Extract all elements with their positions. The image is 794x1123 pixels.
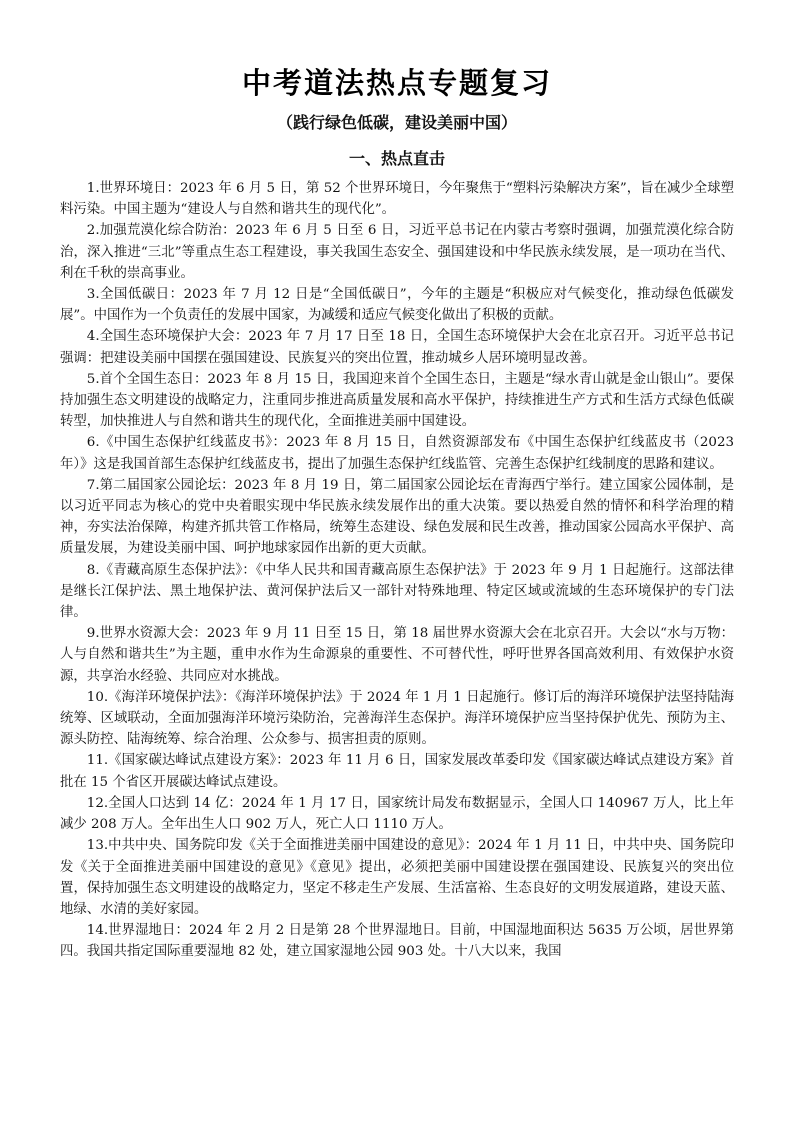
- document-subtitle: （践行绿色低碳，建设美丽中国）: [276, 113, 517, 132]
- hotspot-item-4: 4.全国生态环境保护大会：2023 年 7 月 17 日至 18 日，全国生态环境保护大会在北京召开。习近平总书记强调：把建设美丽中国摆在强国建设、民族复兴的突出位置，推动城乡人居环境明显改善。: [60, 329, 734, 366]
- hotspot-item-8: 8.《青藏高原生态保护法》：《中华人民共和国青藏高原生态保护法》于 2023 年 9 月 1 日起施行。这部法律是继长江保护法、黑土地保护法、黄河保护法后又一部针对特殊地理、特定区域或流域的生态环境保护的专门法律。: [60, 562, 734, 621]
- section-heading: 一、热点直击: [348, 149, 445, 168]
- hotspot-item-12: 12.全国人口达到 14 亿：2024 年 1 月 17 日，国家统计局发布数据显示，全国人口 140967 万人，比上年减少 208 万人。全年出生人口 902 万人，死亡人口 1110 万人。: [60, 795, 734, 833]
- hotspot-item-10: 10.《海洋环境保护法》：《海洋环境保护法》于 2024 年 1 月 1 日起施行。修订后的海洋环境保护法坚持陆海统筹、区域联动，全面加强海洋环境污染防治，完善海洋生态保护。海洋环境保护应当坚持保护优先、预防为主、源头防控、陆海统筹、综合治理、公众参与、损害担责的原则。: [60, 689, 734, 748]
- hotspot-item-7: 7.第二届国家公园论坛：2023 年 8 月 19 日，第二届国家公园论坛在青海西宁举行。建立国家公园体制，是以习近平同志为核心的党中央着眼实现中华民族永续发展作出的重大决策。要以热爱自然的情怀和科学治理的精神，夯实法治保障，构建齐抓共管工作格局，统筹生态建设、绿色发展和民生改善，推动国家公园高水平保护、高质量发展，为建设美丽中国、呵护地球家园作出新的更大贡献。: [60, 477, 734, 557]
- hotspot-item-11: 11.《国家碳达峰试点建设方案》：2023 年 11 月 6 日，国家发展改革委印发《国家碳达峰试点建设方案》首批在 15 个省区开展碳达峰试点建设。: [60, 753, 734, 790]
- hotspot-item-2: 2.加强荒漠化综合防治：2023 年 6 月 5 日至 6 日，习近平总书记在内蒙古考察时强调，加强荒漠化综合防治，深入推进“三北”等重点生态工程建设，事关我国生态安全、强国建设和中华民族永续发展，是一项功在当代、利在千秋的崇高事业。: [60, 223, 734, 281]
- hotspot-item-9: 9.世界水资源大会：2023 年 9 月 11 日至 15 日，第 18 届世界水资源大会在北京召开。大会以“水与万物：人与自然和谐共生”为主题，重申水作为生命源泉的重要性、不可替代性，呼吁世界各国高效利用、有效保护水资源，共享治水经验、共同应对水挑战。: [60, 626, 734, 684]
- hotspot-item-1: 1.世界环境日：2023 年 6 月 5 日，第 52 个世界环境日，今年聚焦于“塑料污染解决方案”，旨在减少全球塑料污染。中国主题为“建设人与自然和谐共生的现代化”。: [60, 181, 734, 218]
- hotspot-list: [60, 178, 734, 963]
- hotspot-item-3: 3.全国低碳日：2023 年 7 月 12 日是“全国低碳日”，今年的主题是“积极应对气候变化，推动绿色低碳发展”。中国作为一个负责任的发展中国家，为减缓和适应气候变化做出了积极的贡献。: [60, 287, 734, 324]
- document-title: 中考道法热点专题复习: [241, 66, 552, 100]
- hotspot-item-14: 14.世界湿地日：2024 年 2 月 2 日是第 28 个世界湿地日。目前，中国湿地面积达 5635 万公顷，居世界第四。我国共指定国际重要湿地 82 处，建立国家湿地公园 903 处。十八大以来，我国: [60, 923, 734, 960]
- hotspot-item-6: 6.《中国生态保护红线蓝皮书》：2023 年 8 月 15 日，自然资源部发布《中国生态保护红线蓝皮书（2023 年）》这是我国首部生态保护红线蓝皮书，提出了加强生态保护红线监管、完善生态保护红线制度的思路和建议。: [60, 435, 734, 472]
- hotspot-item-5: 5.首个全国生态日：2023 年 8 月 15 日，我国迎来首个全国生态日，主题是“绿水青山就是金山银山”。要保持加强生态文明建设的战略定力，注重同步推进高质量发展和高水平保护，持续推进生产方式和生活方式绿色低碳转型，加快推进人与自然和谐共生的现代化，全面推进美丽中国建设。: [60, 371, 734, 430]
- hotspot-item-13: 13.中共中央、国务院印发《关于全面推进美丽中国建设的意见》：2024 年 1 月 11 日，中共中央、国务院印发《关于全面推进美丽中国建设的意见》《意见》提出，必须把美丽中国建设摆在强国建设、民族复兴的突出位置，保持加强生态文明建设的战略定力，坚定不移走生产发展、生活富裕、生态良好的文明发展道路，建设天蓝、地绿、水清的美好家园。: [60, 838, 734, 917]
